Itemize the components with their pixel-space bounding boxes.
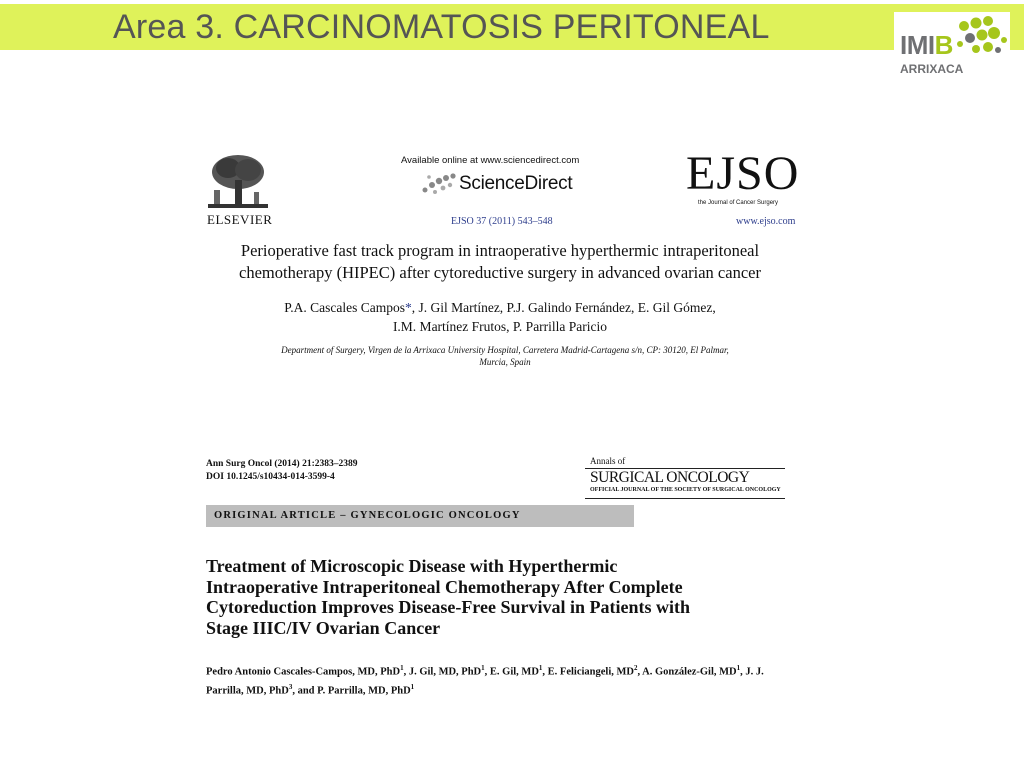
article1-affiliation-line: Murcia, Spain <box>479 357 531 367</box>
annals-journal-name: SURGICAL ONCOLOGY <box>590 469 750 486</box>
molecule-dots-icon <box>954 14 1008 58</box>
author-affil-num: 1 <box>410 682 415 691</box>
article2-citation-line: Ann Surg Oncol (2014) 21:2383–2389 <box>206 459 358 469</box>
ejso-logo: EJSO <box>686 147 800 200</box>
article2-authors <box>206 661 796 698</box>
available-online-text: Available online at www.sciencedirect.com <box>401 155 580 166</box>
author-name: E. Feliciangeli, MD <box>547 666 634 678</box>
article2-citation <box>206 458 357 484</box>
author-affil-num: 3 <box>288 682 293 691</box>
article1-affiliation <box>255 344 755 368</box>
annals-rule <box>585 498 785 499</box>
slide-title: Area 3. CARCINOMATOSIS PERITONEAL <box>113 8 770 46</box>
elsevier-tree-icon <box>206 152 270 210</box>
article1-title-line: chemotherapy (HIPEC) after cytoreductive surgery in advanced ovarian cancer <box>239 263 761 282</box>
author-affil-num: 1 <box>538 664 543 672</box>
ejso-url: www.ejso.com <box>736 216 796 227</box>
slide-title-bar <box>0 4 1024 50</box>
article1-authors-line: I.M. Martínez Frutos, P. Parrilla Paricio <box>392 319 608 334</box>
article2-title <box>206 556 786 638</box>
logo-subtitle: ARRIXACA <box>900 62 964 76</box>
author-name: A. González-Gil, MD <box>642 666 737 678</box>
imib-arrixaca-logo <box>894 12 1010 76</box>
author-affil-num: 1 <box>736 664 741 672</box>
elsevier-label: ELSEVIER <box>207 212 273 227</box>
author-affil-num: 2 <box>633 664 638 672</box>
article1-author-rest: , J. Gil Martínez, P.J. Galindo Fernández, E. Gil Gómez, <box>411 300 716 315</box>
annals-official-line: OFFICIAL JOURNAL OF THE SOCIETY OF SURGICAL ONCOLOGY <box>590 487 781 493</box>
author-sep: , and <box>292 685 318 696</box>
author-affil-num: 1 <box>400 664 404 672</box>
sciencedirect-wordmark: ScienceDirect <box>459 173 573 194</box>
author-sep: , <box>740 666 746 678</box>
article1-author-first: P.A. Cascales Campos <box>284 300 405 315</box>
section-banner <box>206 505 634 527</box>
article2-title-line: Treatment of Microscopic Disease with Hyperthermic <box>206 556 618 576</box>
article2-title-line: Stage IIIC/IV Ovarian Cancer <box>206 617 441 638</box>
sciencedirect-dots-icon <box>419 170 459 196</box>
article1-authors-line <box>200 298 800 317</box>
author-affil-num: 1 <box>481 664 485 672</box>
author-name: E. Gil, MD <box>489 666 539 678</box>
logo-imi: IMI <box>900 30 935 60</box>
ejso-subtitle: the Journal of Cancer Surgery <box>698 200 779 206</box>
article2-doi: DOI 10.1245/s10434-014-3599-4 <box>206 472 335 482</box>
ejso-citation: EJSO 37 (2011) 543–548 <box>451 216 553 227</box>
author-name: J. Gil, MD, PhD <box>408 666 482 678</box>
article2-title-line: Intraoperative Intraperitoneal Chemotherapy After Complete <box>206 576 683 597</box>
author-sep: , <box>637 666 643 678</box>
article1-affiliation-line: Department of Surgery, Virgen de la Arrixaca University Hospital, Carretera Madrid-Cartagena s/n, CP: 30120, El Palmar, <box>281 345 729 355</box>
author-name: Pedro Antonio Cascales-Campos, MD, PhD <box>206 666 401 678</box>
article1-authors <box>200 298 800 336</box>
section-label: ORIGINAL ARTICLE – GYNECOLOGIC ONCOLOGY <box>214 510 521 521</box>
logo-wordmark <box>900 30 953 61</box>
author-name: P. Parrilla, MD, PhD <box>317 685 411 696</box>
annals-journal-logo <box>585 456 785 499</box>
article1-title <box>200 240 800 284</box>
article2-title-line: Cytoreduction Improves Disease-Free Survival in Patients with <box>206 597 690 617</box>
author-sep: , <box>484 666 490 678</box>
article1-title-line: Perioperative fast track program in intraoperative hyperthermic intraperitoneal <box>240 241 760 260</box>
logo-b: B <box>934 30 953 60</box>
annals-of-label: Annals of <box>590 456 626 466</box>
author-name: J. J. Parrilla, MD, PhD <box>206 666 764 696</box>
author-sep: , <box>542 666 548 678</box>
author-sep: , <box>403 666 409 678</box>
corresponding-author-mark: * <box>404 300 412 315</box>
